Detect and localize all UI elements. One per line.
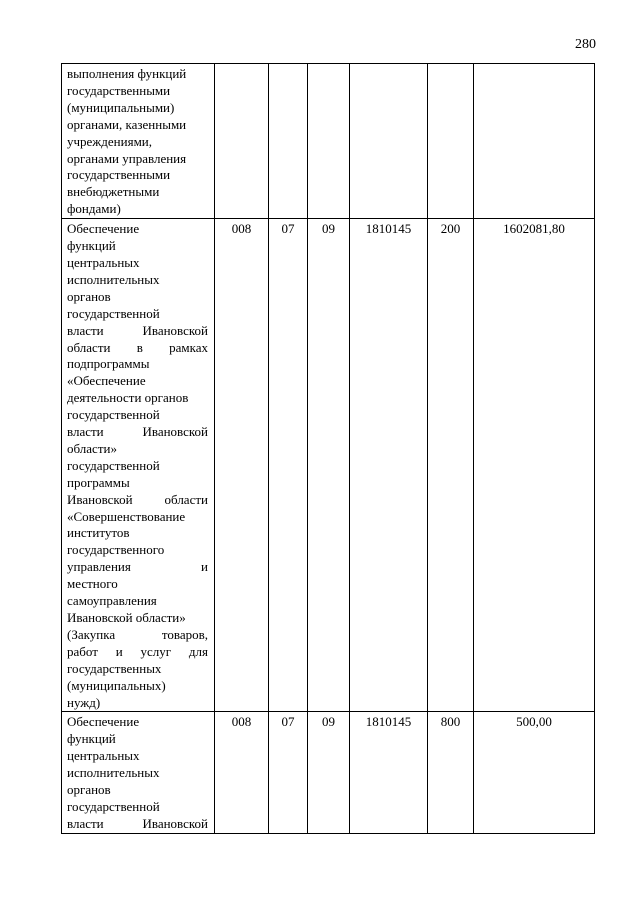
description-line: Обеспечение [67,221,140,237]
budget-table [61,63,595,834]
description-line: местного [67,576,118,592]
description-line: управления и [67,559,208,575]
section-code-cell: 07 [269,219,308,712]
table-row [62,219,595,712]
description-line: Обеспечение [67,714,140,730]
description-line: программы [67,474,130,490]
target-article-cell: 1810145 [350,219,428,712]
description-line: власти Ивановской [67,815,208,831]
description-line: органами управления [67,150,187,166]
description-line: нужд) [67,694,101,710]
description-line: выполнения функций [67,66,187,81]
description-line: работ и услуг для [67,643,208,659]
description-line: «Обеспечение [67,373,146,389]
description-line: (Закупка товаров, [67,626,208,642]
description-line: органов [67,782,111,798]
description-line: Ивановской области» [67,610,186,625]
description-line: фондами) [67,201,121,217]
description-line: центральных [67,748,140,764]
expense-type-cell: 200 [428,219,474,712]
description-line: государственной [67,407,160,423]
description-line: области в рамках [67,339,208,355]
description-line: деятельности органов [67,390,189,406]
description-line: учреждениями, [67,133,153,149]
description-line: государственными [67,82,171,98]
description-line: исполнительных [67,765,160,781]
description-line: Ивановской области [67,491,208,507]
description-line: функций [67,238,116,254]
expense-description-cell [62,64,215,219]
description-line: государственных [67,660,162,676]
subsection-code-cell [308,64,350,219]
subsection-code-cell: 09 [308,219,350,712]
description-line: функций [67,731,116,747]
expense-type-cell: 800 [428,712,474,833]
description-line: (муниципальных) [67,677,166,693]
amount-cell [474,64,595,219]
description-line: власти Ивановской [67,424,208,440]
description-line: области» [67,440,117,456]
description-line: центральных [67,254,140,270]
table-row [62,64,595,219]
subsection-code-cell: 09 [308,712,350,833]
description-line: государственного [67,542,165,558]
description-line: власти Ивановской [67,322,208,338]
description-line: государственными [67,167,171,183]
description-line: внебюджетными [67,184,160,200]
description-line: государственной [67,457,160,473]
expense-description-cell [62,712,215,833]
ministry-code-cell [215,64,269,219]
section-code-cell: 07 [269,712,308,833]
description-line: институтов [67,525,130,541]
ministry-code-cell: 008 [215,712,269,833]
section-code-cell [269,64,308,219]
target-article-cell [350,64,428,219]
description-line: подпрограммы [67,356,150,372]
description-line: органами, казенными [67,116,187,132]
amount-cell: 1602081,80 [474,219,595,712]
description-line: «Совершенствование [67,508,186,524]
description-line: (муниципальными) [67,99,175,115]
target-article-cell: 1810145 [350,712,428,833]
expense-description-cell [62,219,215,712]
description-line: органов [67,288,111,304]
description-line: самоуправления [67,593,157,609]
description-line: исполнительных [67,271,160,287]
ministry-code-cell: 008 [215,219,269,712]
expense-type-cell [428,64,474,219]
table-row [62,712,595,833]
amount-cell: 500,00 [474,712,595,833]
page-number: 280 [575,37,596,52]
description-line: государственной [67,305,160,321]
description-line: государственной [67,798,160,814]
